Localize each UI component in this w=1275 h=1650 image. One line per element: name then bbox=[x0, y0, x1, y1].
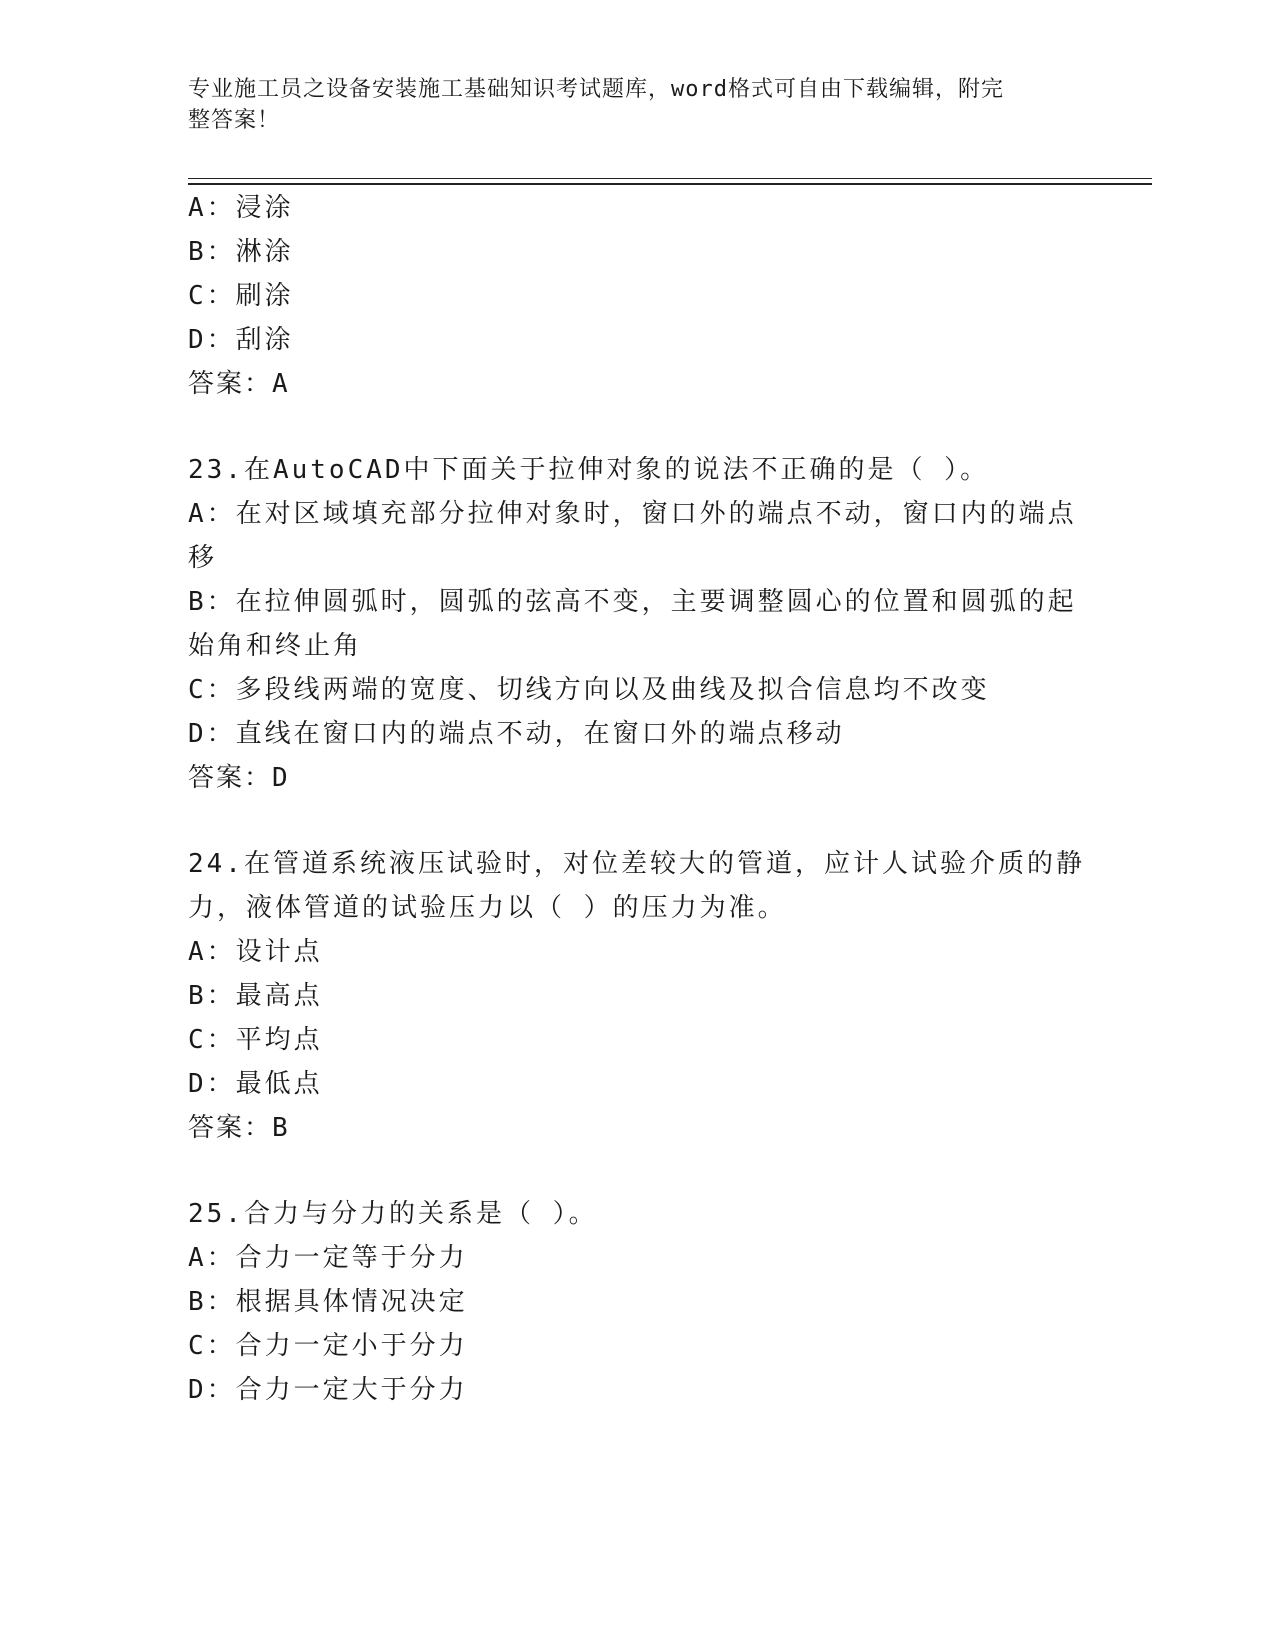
q23-stem: 23.在AutoCAD中下面关于拉伸对象的说法不正确的是（ ）。 bbox=[188, 455, 990, 485]
q24-stem-line-1: 24.在管道系统液压试验时，对位差较大的管道，应计人试验介质的静 bbox=[188, 849, 1085, 879]
q22-option-d: D：刮涂 bbox=[188, 325, 294, 355]
header-divider-thick bbox=[188, 183, 1152, 185]
q24-stem-line-2: 力，液体管道的试验压力以（ ）的压力为准。 bbox=[188, 893, 787, 923]
q24-option-a: A：设计点 bbox=[188, 937, 323, 967]
q24-option-b: B：最高点 bbox=[188, 981, 323, 1011]
q22-answer: 答案：A bbox=[188, 369, 290, 399]
q23-answer: 答案：D bbox=[188, 763, 290, 793]
q23-option-b-line-2: 始角和终止角 bbox=[188, 631, 363, 661]
q22-option-c: C：刷涂 bbox=[188, 281, 294, 311]
q25-option-b: B：根据具体情况决定 bbox=[188, 1287, 468, 1317]
q23-option-d: D：直线在窗口内的端点不动，在窗口外的端点移动 bbox=[188, 719, 845, 749]
q24-option-d: D：最低点 bbox=[188, 1069, 323, 1099]
q22-option-a: A：浸涂 bbox=[188, 193, 294, 223]
q25-stem: 25.合力与分力的关系是（ ）。 bbox=[188, 1199, 598, 1229]
header-line-2: 整答案！ bbox=[188, 108, 281, 133]
q24-answer: 答案：B bbox=[188, 1113, 290, 1143]
header-line-1: 专业施工员之设备安装施工基础知识考试题库，word格式可自由下载编辑，附完 bbox=[188, 77, 1004, 102]
q25-option-c: C：合力一定小于分力 bbox=[188, 1331, 468, 1361]
q23-option-a-line-1: A：在对区域填充部分拉伸对象时，窗口外的端点不动，窗口内的端点 bbox=[188, 499, 1077, 529]
q23-option-a-line-2: 移 bbox=[188, 543, 218, 573]
q23-option-c: C：多段线两端的宽度、切线方向以及曲线及拟合信息均不改变 bbox=[188, 675, 990, 705]
q23-option-b-line-1: B：在拉伸圆弧时，圆弧的弦高不变，主要调整圆心的位置和圆弧的起 bbox=[188, 587, 1077, 617]
q22-option-b: B：淋涂 bbox=[188, 237, 294, 267]
q25-option-a: A：合力一定等于分力 bbox=[188, 1243, 468, 1273]
document-header bbox=[188, 74, 1068, 136]
header-divider-thin bbox=[188, 178, 1152, 179]
q25-option-d: D：合力一定大于分力 bbox=[188, 1375, 468, 1405]
q24-option-c: C：平均点 bbox=[188, 1025, 323, 1055]
